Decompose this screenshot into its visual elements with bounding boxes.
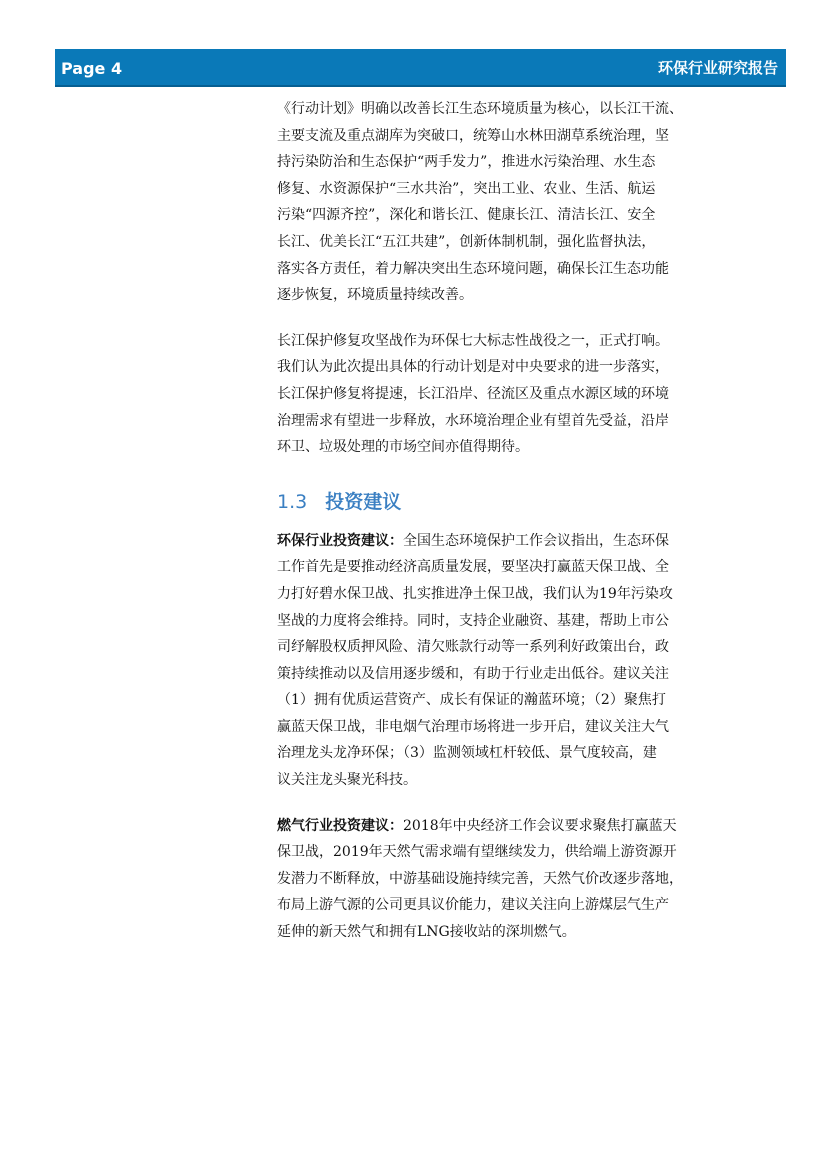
env-recommendation-body: 全国生态环境保护工作会议指出，生态环保 工作首先是要推动经济高质量发展，要坚决打赢蓝天保卫战、全 力打好碧水保卫战、扎实推进净土保卫战，我们认为19年污染攻 坚战的力度将会维持。同时，支持企业融资、基建，帮助上市公 司纾解股权质押风险、清欠账款行动等一系列利好政策出台，政 策持续推动以及信用逐步缓和，有助于行业走出低谷。建议关注 （1）拥有优质运营资产、成长有保证的瀚蓝环境；（2）聚焦打 赢蓝天保卫战，非电烟气治理市场将进一步开启，建议关注大气 治理龙头龙净环保；（3）监测领域杠杆较低、景气度较高，建 议关注龙头聚光科技。 bbox=[277, 532, 673, 789]
page-number: Page 4 bbox=[61, 59, 123, 78]
paragraph-gas-recommendation bbox=[277, 813, 757, 946]
section-heading bbox=[277, 488, 757, 516]
gas-recommendation-lead: 燃气行业投资建议： bbox=[277, 817, 403, 834]
env-recommendation-lead: 环保行业投资建议： bbox=[277, 532, 403, 549]
gas-recommendation-body: 2018年中央经济工作会议要求聚焦打赢蓝天 保卫战，2019年天然气需求端有望继续发力，供给端上游资源开 发潜力不断释放，中游基础设施持续完善，天然气价改逐步落地， 布局上游气源的公司更具议价能力，建议关注向上游煤层气生产 延伸的新天然气和拥有LNG接收站的深圳燃气。 bbox=[277, 817, 683, 941]
page-header-bar bbox=[55, 49, 786, 87]
paragraph-action-plan: 《行动计划》明确以改善长江生态环境质量为核心，以长江干流、 主要支流及重点湖库为突破口，统筹山水林田湖草系统治理，坚 持污染防治和生态保护“两手发力”，推进水污染治理、水生态 修复、水资源保护“三水共治”，突出工业、农业、生活、航运 污染“四源齐控”，深化和谐长江、健康长江、清洁长江、安全 长江、优美长江“五江共建”，创新体制机制，强化监督执法， 落实各方责任，着力解决突出生态环境问题，确保长江生态功能 逐步恢复，环境质量持续改善。 bbox=[277, 101, 683, 304]
paragraph-yangtze-protection: 长江保护修复攻坚战作为环保七大标志性战役之一，正式打响。 我们认为此次提出具体的行动计划是对中央要求的进一步落实， 长江保护修复将提速，长江沿岸、径流区及重点水源区域的环境 治理需求有望进一步释放，水环境治理企业有望首先受益，沿岸 环卫、垃圾处理的市场空间亦值得期待。 bbox=[277, 332, 669, 456]
report-title: 环保行业研究报告 bbox=[657, 59, 778, 77]
section-title: 投资建议 bbox=[325, 490, 402, 513]
paragraph-env-recommendation bbox=[277, 528, 757, 794]
page-content bbox=[277, 96, 757, 946]
section-number: 1.3 bbox=[277, 490, 308, 513]
